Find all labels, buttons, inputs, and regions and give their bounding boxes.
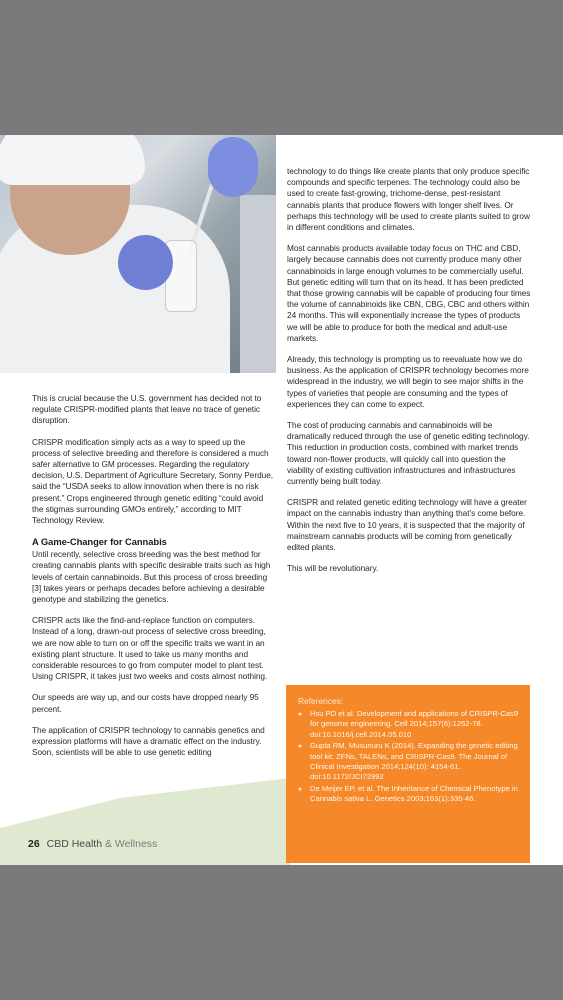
publication-name-suffix: & Wellness <box>104 838 158 850</box>
lab-scientist-photo <box>0 135 276 373</box>
article-right-column <box>287 166 531 585</box>
reference-item <box>298 709 520 740</box>
paragraph: Most cannabis products available today focus on THC and CBD, largely because cannabis does not currently produce many other cannabinoids in large enough volumes to be commercially useful. But genetic editing will turn that on its head. It has been predicted that those growing cannabis will be capable of producing four times the volume of cannabinoids like CBN, CBG, CBC and others within 24 months. This will exponentially increase the types of products we will be able to produce for both the medical and adult-use markets. <box>287 243 531 343</box>
reference-text: De Meijer EP, et al. The Inheritance of Chemical Phenotype in Cannabis sativa L. Genetics 2003;163(1):335-46. <box>310 783 518 804</box>
references-title: References: <box>298 696 344 706</box>
section-heading: A Game-Changer for Cannabis <box>32 536 167 548</box>
paragraph: The cost of producing cannabis and cannabinoids will be dramatically reduced through the use of genetic editing technology. This reduction in production costs, combined with market trends toward non-flower products, will quickly call into question the viability of existing cultivation infrastructures and infrastructures currently being built today. <box>287 420 530 487</box>
photo-glove-right <box>208 137 258 197</box>
paragraph: technology to do things like create plants that only produce specific compounds and specific terpenes. The technology could also be used to create fast-growing, trichome-dense, pest-resistant cannabis plants that produce flowers with longer shelf lives. Or perhaps this technology will be used to create plants suited to grow in different conditions and climates. <box>287 166 530 233</box>
photo-lab-equipment <box>240 195 276 373</box>
references-list <box>298 709 520 806</box>
page-footer <box>28 838 157 850</box>
paragraph: The application of CRISPR technology to cannabis genetics and expression platforms will have a dramatic effect on the industry. Soon, scientists will be able to use genetic editing <box>32 724 265 758</box>
reference-item <box>298 784 520 805</box>
publication-name: CBD Health <box>46 838 103 850</box>
page-number: 26 <box>28 838 40 850</box>
paragraph: This is crucial because the U.S. government has decided not to regulate CRISPR-modified plants that leave no trace of genetic disruption. <box>32 393 262 426</box>
paragraph: This will be revolutionary. <box>287 563 379 574</box>
article-left-column <box>32 393 274 768</box>
magazine-page <box>0 135 563 865</box>
photo-scientist-cap <box>0 135 145 185</box>
paragraph: CRISPR and related genetic editing technology will have a greater impact on the cannabis industry than anything that’s come before. Within the next five to 10 years, it is suspected that the majority of mainstream cannabis products will be coming from genetically edited plants. <box>287 497 527 553</box>
circle-bullet-icon: ● <box>298 785 303 793</box>
photo-glove-left <box>118 235 173 290</box>
circle-bullet-icon: ● <box>298 711 303 718</box>
paragraph: Our speeds are way up, and our costs have dropped nearly 95 percent. <box>32 692 259 714</box>
decorative-green-band <box>0 778 290 865</box>
paragraph: Already, this technology is prompting us to reevaluate how we do business. As the application of CRISPR technology becomes more widespread in the industry, we will begin to see major shifts in the types of varieties that people are consuming and the types of experiences they can come to expect. <box>287 354 529 409</box>
reference-text: Hsu PD et al. Development and applications of CRISPR-Cas9 for genome engineering. Cell 2014;157(6):1262-78. doi:10.1016/j.cell.2014.05.010 <box>310 709 519 739</box>
paragraph: CRISPR modification simply acts as a way to speed up the process of selective breeding and therefore is considered a much safer alternative to GM processes. Regarding the regulatory decision, U.S. Department of Agriculture Secretary, Sonny Perdue, said the “USDA seeks to allow innovation when there is no risk present.” Crops engineered through genetic editing “could avoid the stigmas surrounding GMOs entirely,” according to MIT Technology Review. <box>32 436 274 526</box>
reference-text: Gupta RM, Musunuru K (2014). Expanding the genetic editing tool kit: ZFNs, TALENs, and CRISPR-Cas9. The Journal of Clinical Investigation 2014;124(10): 4154-61. doi:10.1172/JCI72992 <box>310 741 518 782</box>
circle-bullet-icon: ● <box>298 743 303 751</box>
references-box <box>286 685 530 863</box>
paragraph: CRISPR acts like the find-and-replace function on computers. Instead of a long, drawn-out process of selective cross breeding, we are now able to turn on or off the specific traits we want in an existing plant structure. It used to take us many months and considerable resources to go from computer model to plant test. Using CRISPR, it takes just two weeks and costs almost nothing. <box>32 615 268 682</box>
paragraph: Until recently, selective cross breeding was the best method for creating cannabis plants with specific desirable traits such as high levels of certain cannabinoids. But this process of cross breeding [3] takes years or perhaps decades before achieving a desirable genotype and stabilizing the genetics. <box>32 549 271 605</box>
reference-item <box>298 741 520 783</box>
